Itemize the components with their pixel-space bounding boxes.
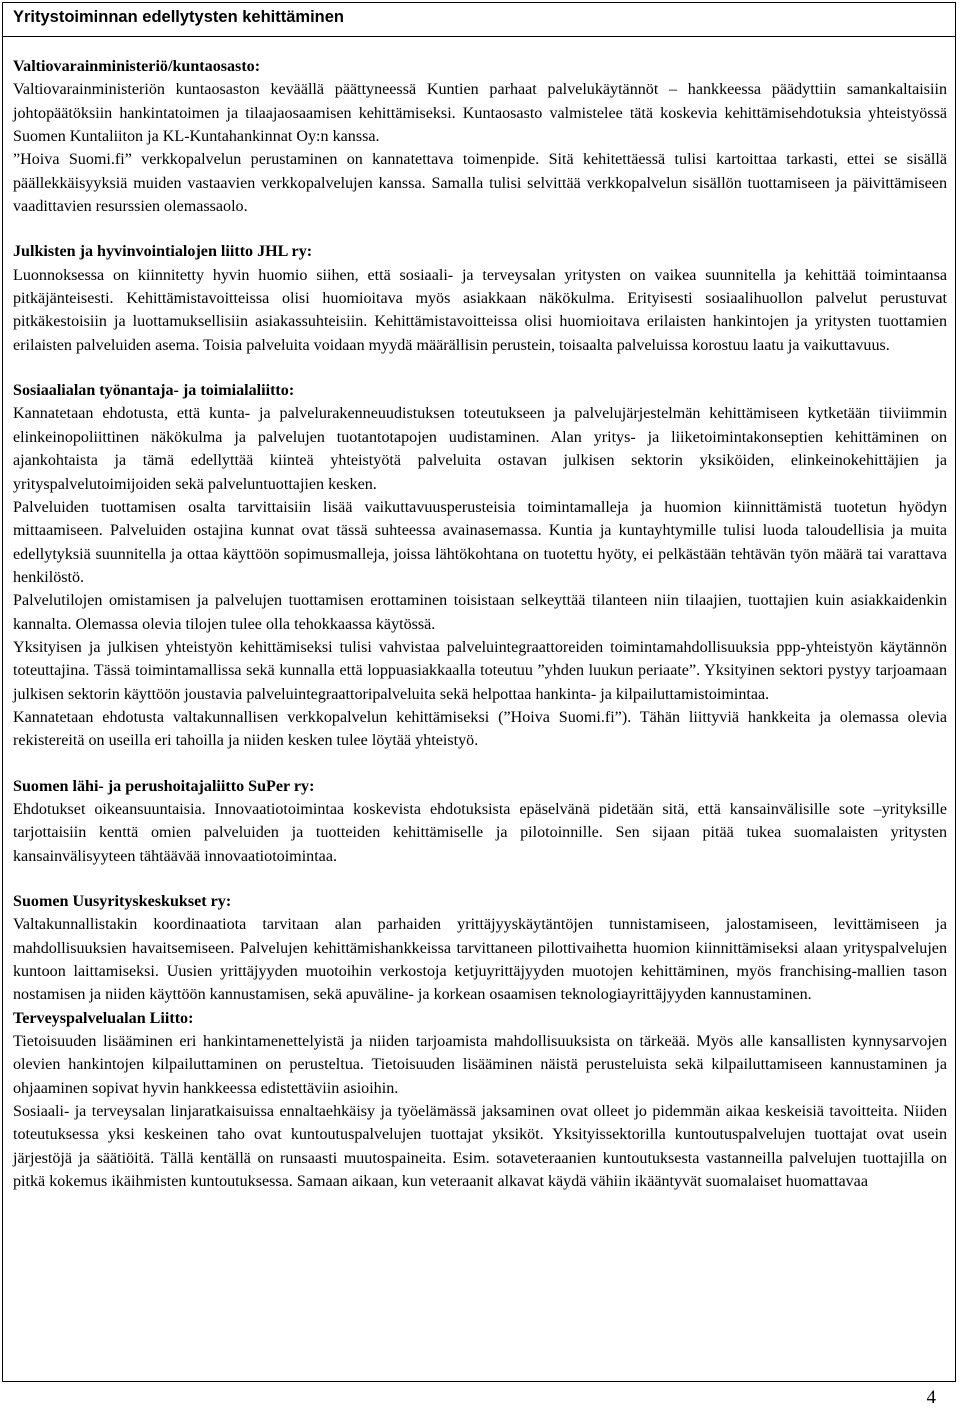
paragraph: Palvelutilojen omistamisen ja palvelujen tuottamisen erottaminen toisistaan selkeyttää tilanteen niin tilaajien, tuottajien kuin asiakkaidenkin kannalta. Olemassa olevia tilojen tulee olla tehokkaassa käytössä. bbox=[13, 592, 947, 633]
section-title: Sosiaalialan työnantaja- ja toimialaliitto: bbox=[13, 382, 295, 400]
paragraph: Luonnoksessa on kiinnitetty hyvin huomio siihen, että sosiaali- ja terveysalan yritysten on vaikea suunnitella ja kehittää toimintaansa pitkäjänteisesti. Kehittämistavoitteissa olisi huomioitava myös asiakkaan näkökulma. Erityisesti sosiaalihuollon palvelut perustuvat pitkäkestoisiin ja luottamuksellisiin asiakassuhteisiin. Kehittämistavoitteissa olisi huomioitava erilaisten hankintojen ja yritysten tuottamien erilaisten palveluiden asema. Toisia palveluita voidaan myydä määrällisin perustein, toisaalta palveluissa korostuu laatu ja vaikuttavuus. bbox=[13, 266, 947, 354]
paragraph: Valtiovarainministeriön kuntaosaston keväällä päättyneessä Kuntien parhaat palvelukäytännöt – hankkeessa päädyttiin samankaltaisiin johtopäätöksiin hankintatoimen ja tilaajaosaamisen kehittämiseksi. Kuntaosasto valmistelee tätä koskevia kehittämisehdotuksia yhteistyössä Suomen Kuntaliiton ja KL-Kuntahankinnat Oy:n kanssa. bbox=[13, 81, 947, 146]
section-jhl bbox=[13, 240, 947, 357]
section-terveyspalvelualan-liitto bbox=[13, 1007, 947, 1194]
paragraph: ”Hoiva Suomi.fi” verkkopalvelun perustaminen on kannatettava toimenpide. Sitä kehitettäessä tulisi kartoittaa tarkasti, ettei se sisällä päällekkäisyyksiä muiden vastaavien verkkopalvelujen kanssa. Samalla tulisi selvittää verkkopalvelun sisällön tuottamiseen ja päivittämiseen vaadittavien resurssien olemassaolo. bbox=[13, 151, 947, 216]
paragraph: Palveluiden tuottamisen osalta tarvittaisiin lisää vaikuttavuusperusteisia toimintamalleja ja huomion kiinnittämistä tuotetun hyödyn mittaamiseen. Palveluiden ostajina kunnat ovat tässä suhteessa avainasemassa. Kuntia ja kuntayhtymille tulisi luoda taloudellisia ja muita edellytyksiä suunnitella ja ottaa käyttöön sopimusmalleja, joissa lähtökohtana on tuotettu hyöty, ei pelkästään tehtävän työn määrä tai varattava henkilöstö. bbox=[13, 498, 947, 586]
paragraph: Yksityisen ja julkisen yhteistyön kehittämiseksi tulisi vahvistaa palveluintegraattoreiden toimintamahdollisuuksia ppp-yhteistyön käytännön toteuttajina. Tässä toimintamallissa sekä kunnalla että loppuasiakkaalla toteutuu ”yhden luukun periaate”. Yksityinen sektori pystyy tarjoamaan julkisen sektorin käyttöön joustavia palveluintegraattoripalveluita sekä helpottaa hankinta- ja kilpailuttamistoimintaa. bbox=[13, 638, 947, 703]
page-header bbox=[3, 3, 955, 37]
paragraph: Valtakunnallistakin koordinaatiota tarvitaan alan parhaiden yrittäjyyskäytäntöjen tunnistamiseen, jalostamiseen, levittämiseen ja mahdollisuuksien havaitsemiseen. Palvelujen kehittämishankkeissa tarvittaneen pilottivaihetta huomion kiinnittämiseksi alaan yrityspalvelujen kuntoon laittamiseksi. Uusien yrittäjyyden muotoihin verkostoja ketjuyrittäjyyden muotojen kehittäminen, myös franchising-mallien tason nostamisen ja niiden käyttöön kannustamisen, sekä apuväline- ja korkean osaamisen teknologiayrittäjyyden kannustaminen. bbox=[13, 916, 947, 1004]
section-title: Suomen Uusyrityskeskukset ry: bbox=[13, 893, 232, 910]
document-page bbox=[2, 2, 956, 1382]
page-title: Yritystoiminnan edellytysten kehittäminen bbox=[13, 8, 344, 26]
section-title: Valtiovarainministeriö/kuntaosasto: bbox=[13, 58, 261, 75]
paragraph: Tietoisuuden lisääminen eri hankintamenettelyistä ja niiden tarjoamista mahdollisuuksista on tärkeää. Myös alle kansallisten kynnysarvojen olevien hankintojen kilpailuttaminen on perusteltua. Tietoisuuden lisääminen näistä perusteluista sekä kilpailuttamiseen kannustaminen ja ohjaaminen sopivat hyvin hankkeessa edistettäviin asioihin. bbox=[13, 1033, 947, 1097]
section-sosiaalialan-tyonantaja bbox=[13, 379, 947, 753]
paragraph: Ehdotukset oikeansuuntaisia. Innovaatiotoimintaa koskevista ehdotuksista epäselvänä pidetään sitä, että kansainvälisille sote –yrityksille tarjottaisiin kenttä omien palveluiden ja tuotteiden kehittämiselle ja pilotoinnille. Sen sijaan pitää tukea suomalaisten yritysten kansainvälisyyteen tähtäävää innovaatiotoimintaa. bbox=[13, 800, 947, 865]
paragraph: Sosiaali- ja terveysalan linjaratkaisuissa ennaltaehkäisy ja työelämässä jaksaminen ovat olleet jo pidemmän aikaa keskeisiä tavoitteita. Niiden toteutuksessa yksi keskeinen taho ovat kuntoutuspalvelujen tuottajat yksiköt. Yksityissektorilla kuntoutuspalvelujen tuottajat ovat usein järjestöjä ja säätiöitä. Tällä kentällä on runsaasti muutospaineita. Esim. sotaveteraanien kuntoutuksesta vastanneilla palvelujen tuottajilla on pitkä kokemus ikäihmisten kuntoutuksessa. Samaan aikaan, kun veteraanit alkavat käydä vähiin ikääntyvät suomalaiset huomattavaa bbox=[13, 1103, 947, 1191]
page-number: 4 bbox=[926, 1387, 936, 1408]
document-body bbox=[3, 37, 955, 1193]
section-valtiovarainministerio bbox=[13, 55, 947, 218]
section-title: Suomen lähi- ja perushoitajaliitto SuPer ry: bbox=[13, 777, 315, 795]
section-uusyrityskeskukset bbox=[13, 890, 947, 1007]
paragraph: Kannatetaan ehdotusta valtakunnallisen verkkopalvelun kehittämiseksi (”Hoiva Suomi.fi”). Tähän liittyviä hankkeita ja olemassa olevia rekistereitä on useilla eri tahoilla ja niiden kesken tulee löytää yhteistyö. bbox=[13, 708, 947, 750]
section-super bbox=[13, 775, 947, 868]
paragraph: Kannatetaan ehdotusta, että kunta- ja palvelurakenneuudistuksen toteutukseen ja palvelujärjestelmän kehittämiseen kytketään tiiviimmin elinkeinopoliittinen näkökulma ja palvelujen tuotantotapojen uudistaminen. Alan yritys- ja liiketoimintakonseptien kehittäminen on ajankohtaista ja tämä edellyttää kiinteä yhteistyötä palveluita ostavan julkisen sektorin yksiköiden, elinkeinokehittäjien ja yrityspalvelutoimijoiden sekä palveluntuottajien kesken. bbox=[13, 405, 947, 493]
section-title: Julkisten ja hyvinvointialojen liitto JHL ry: bbox=[13, 243, 313, 261]
section-title: Terveyspalvelualan Liitto: bbox=[13, 1009, 194, 1027]
